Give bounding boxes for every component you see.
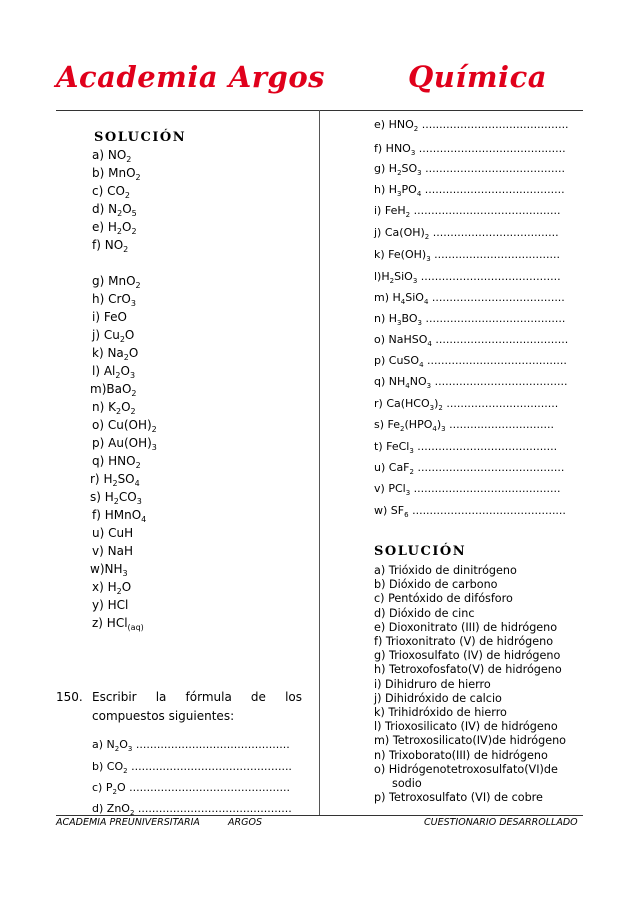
right-exercise-item: h) $H_3PO_4$ ........................................ xyxy=(374,183,565,198)
left-solution-line: l) $Al_2O_3$ xyxy=(92,364,136,380)
left-solution-line: o) $Cu(OH)_2$ xyxy=(92,418,157,434)
left-solution-line: y) HCl xyxy=(92,598,129,612)
left-solution-line: c) $CO_2$ xyxy=(92,184,131,200)
footer-rule xyxy=(56,815,583,816)
right-exercise-item: g) $H_2SO_3$ ........................................ xyxy=(374,162,566,177)
left-solution-line: z) HCl$_{(aq)}$ xyxy=(92,616,144,632)
right-answer-line: c) Pentóxido de difósforo xyxy=(374,592,513,606)
right-exercise-item: t) FeCl$_3$ ........................................ xyxy=(374,440,558,455)
left-solution-line: m)BaO$_2$ xyxy=(90,382,137,398)
left-solution-line: q) $HNO_2$ xyxy=(92,454,141,470)
right-exercise-item: v) PCl$_3$ .......................................... xyxy=(374,482,561,497)
right-answer-line: j) Dihidróxido de calcio xyxy=(374,691,502,705)
footer-right: CUESTIONARIO DESARROLLADO xyxy=(424,817,578,828)
left-solution-line: d) $N_2O_5$ xyxy=(92,202,137,218)
question-number: 150. xyxy=(56,690,83,704)
right-exercise-item: k) $Fe(OH)_3$ .................................... xyxy=(374,248,561,263)
left-solution-line: s) $H_2CO_3$ xyxy=(90,490,142,506)
right-answer-line: g) Trioxosulfato (IV) de hidrógeno xyxy=(374,649,561,663)
left-solution-line: j) $Cu_2O$ xyxy=(92,328,135,344)
left-solution-line: v) NaH xyxy=(92,544,133,558)
right-answer-line: f) Trioxonitrato (V) de hidrógeno xyxy=(374,635,554,648)
right-exercise-item: i) FeH$_2$ .......................................... xyxy=(374,204,561,219)
left-solution-line: a) $NO_2$ xyxy=(92,148,132,164)
right-exercise-item: s) $Fe_2(HPO_4)_3$ .............................. xyxy=(374,418,554,433)
left-solution-line: k) $Na_2O$ xyxy=(92,346,139,362)
left-solution-line: e) $H_2O_2$ xyxy=(92,220,137,236)
right-exercise-item: f) $HNO_3$ .......................................... xyxy=(374,142,566,157)
right-answer-line: b) Dióxido de carbono xyxy=(374,578,498,592)
right-exercise-item: $l)H_2SiO_3$ ........................................ xyxy=(374,270,561,285)
left-solution-line: i) FeO xyxy=(92,310,127,324)
right-answer-line: d) Dióxido de cinc xyxy=(374,606,475,620)
left-solution-line: b) MnO$_2$ xyxy=(92,166,141,182)
left-solution-title: SOLUCIÓN xyxy=(94,130,187,145)
header-title-right: Química xyxy=(408,60,548,94)
left-solution-line: g) MnO$_2$ xyxy=(92,274,141,290)
right-exercise-item: w) $SF_6$ ............................................ xyxy=(374,504,566,519)
left-solution-line: f) $NO_2$ xyxy=(92,238,129,254)
left-solution-line: $w)NH_3$ xyxy=(90,562,128,578)
left-solution-line: u) CuH xyxy=(92,526,134,540)
right-exercise-item: r) $Ca(HCO_3)_2$ ................................ xyxy=(374,397,559,412)
footer-middle: ARGOS xyxy=(228,817,262,828)
left-solution-line: f) HMnO$_4$ xyxy=(92,508,147,524)
right-answer-line: p) Tetroxosulfato (VI) de cobre xyxy=(374,791,543,805)
right-exercise-item: n) $H_3BO_3$ ........................................ xyxy=(374,312,566,327)
right-exercise-item: u) CaF$_2$ .......................................... xyxy=(374,461,565,476)
left-solution-line: x) $H_2O$ xyxy=(92,580,132,596)
header-title-left: Academia Argos xyxy=(56,60,325,94)
left-solution-line: h) CrO$_3$ xyxy=(92,292,136,308)
column-divider xyxy=(319,110,320,815)
question-item: a) $N_2O_3$ ............................................ xyxy=(92,738,290,753)
right-answer-line: l) Trioxosilicato (IV) de hidrógeno xyxy=(374,720,558,734)
right-solution-title: SOLUCIÓN xyxy=(374,544,467,559)
right-answer-line: o) Hidrógenotetroxosulfato(VI)de xyxy=(374,762,558,776)
right-answer-line: n) Trixoborato(III) de hidrógeno xyxy=(374,748,548,762)
right-answer-line: sodio xyxy=(392,777,422,790)
left-solution-line: p) $Au(OH)_3$ xyxy=(92,436,157,452)
left-solution-line: n) $K_2O_2$ xyxy=(92,400,136,416)
right-exercise-item: e) $HNO_2$ .......................................... xyxy=(374,118,569,133)
right-exercise-item: m) $H_4SiO_4$ ...................................... xyxy=(374,291,565,306)
right-exercise-item: p) CuSO$_4$ ........................................ xyxy=(374,354,567,369)
question-item: b) $CO_2$ .............................................. xyxy=(92,760,292,775)
footer-left: ACADEMIA PREUNIVERSITARIA xyxy=(56,817,200,828)
question-item: d) ZnO$_2$ ............................................ xyxy=(92,802,292,817)
right-answer-line: i) Dihidruro de hierro xyxy=(374,677,491,691)
right-answer-line: k) Trihidróxido de hierro xyxy=(374,706,507,719)
right-answer-line: h) Tetroxofosfato(V) de hidrógeno xyxy=(374,663,562,677)
question-text: Escribir la fórmula de los compuestos siguientes: xyxy=(92,690,302,723)
right-answer-line: e) Dioxonitrato (III) de hidrógeno xyxy=(374,620,558,634)
right-answer-line: m) Tetroxosilicato(IV)de hidrógeno xyxy=(374,734,567,748)
right-exercise-item: o) NaHSO$_4$ ...................................... xyxy=(374,333,569,348)
left-solution-line: r) $H_2SO_4$ xyxy=(90,472,140,488)
question-item: c) $P_2O$ .............................................. xyxy=(92,781,290,796)
right-exercise-item: q) $NH_4NO_3$ ...................................... xyxy=(374,375,568,390)
right-exercise-item: j) $Ca(OH)_2$ .................................... xyxy=(374,226,559,241)
right-answer-line: a) Trióxido de dinitrógeno xyxy=(374,564,517,577)
